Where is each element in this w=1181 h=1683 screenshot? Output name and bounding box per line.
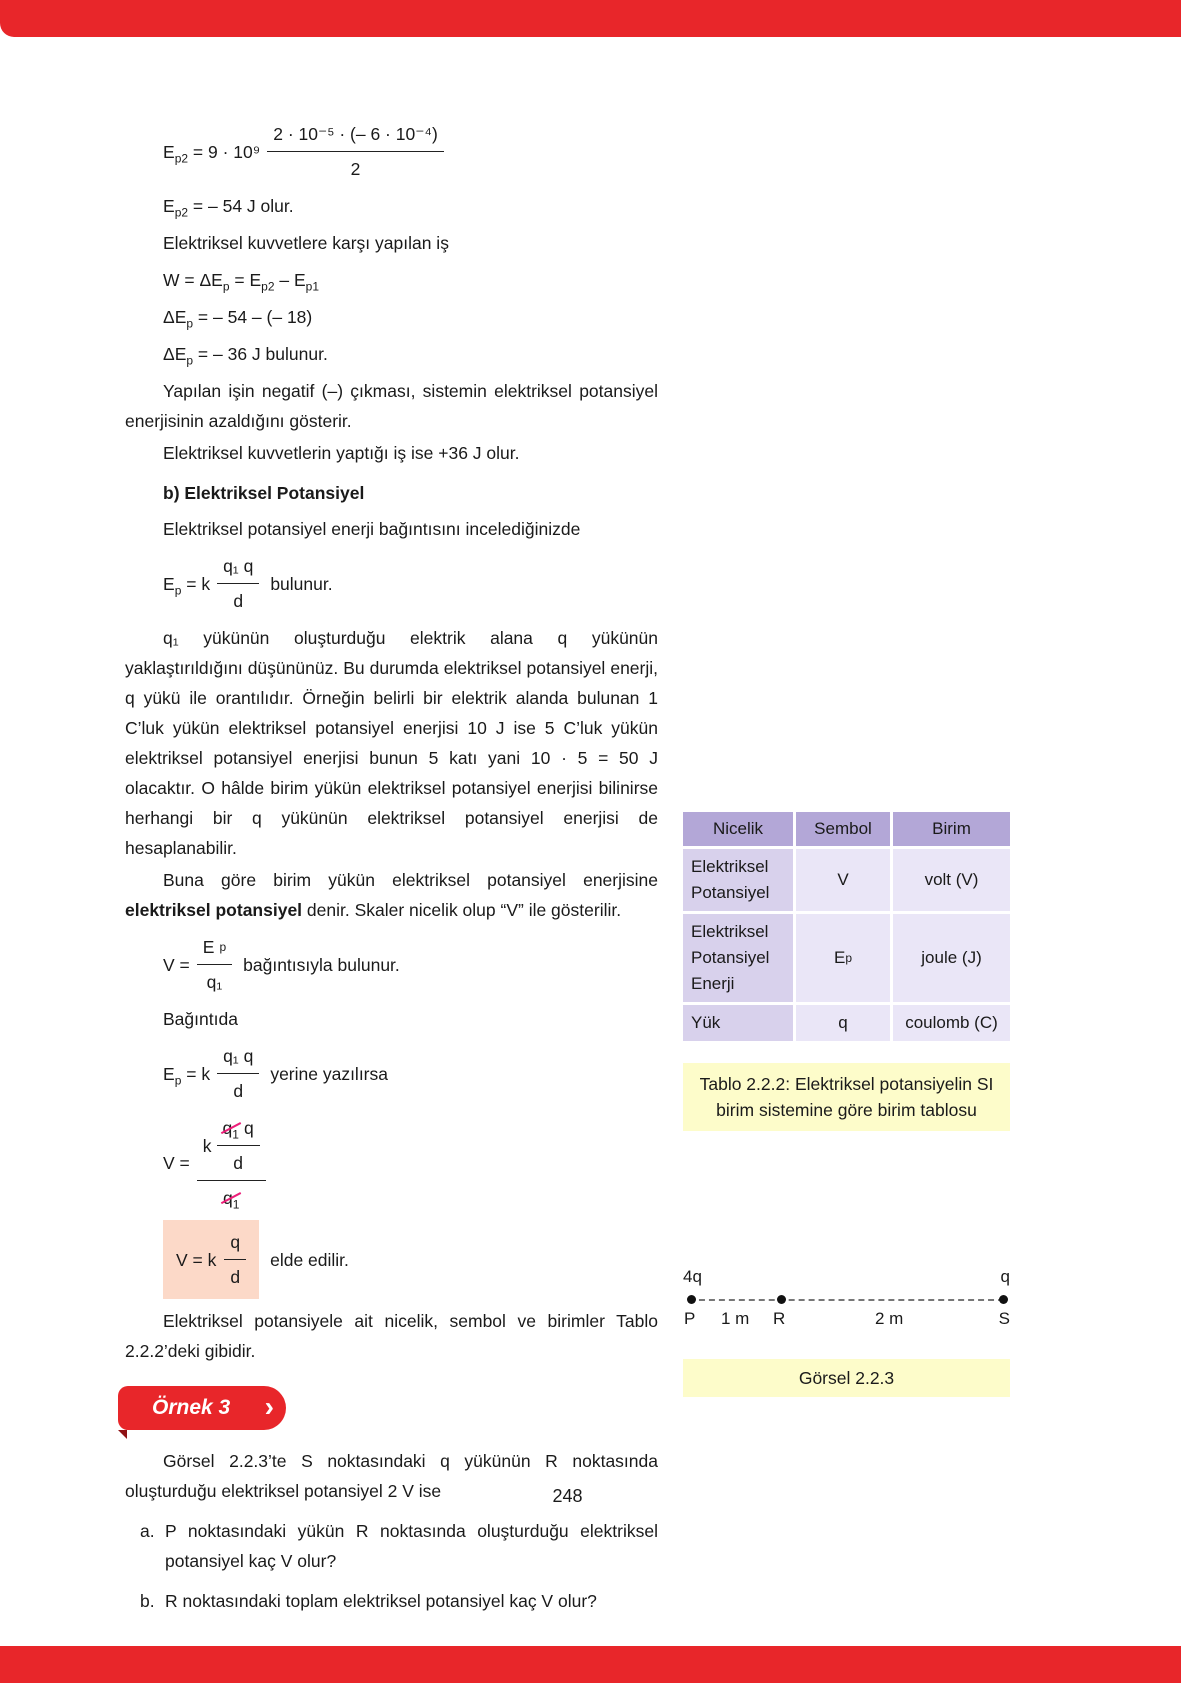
formula-text: $W = \Delta E_p = E_{p2} - E_{p1}$	[163, 270, 319, 294]
charge-label-q: q	[1000, 1267, 1010, 1286]
chevron-right-icon: ›	[264, 1390, 274, 1422]
point-label-s: S	[998, 1309, 1010, 1328]
point-dot-s	[999, 1295, 1008, 1304]
item-marker: b.	[140, 1591, 155, 1611]
bottom-red-bar	[0, 1646, 1181, 1683]
formula-ep-relation: $E_p = k$ $\frac{\text{q₁ q}}{d}$ bulunur.	[163, 551, 658, 616]
line-examine-relation: Elektriksel potansiyel enerji bağıntısını incelediğinizde	[163, 519, 581, 539]
example-item-a: a. P noktasındaki yükün R noktasında oluşturduğu elektriksel potansiyel kaç V olur?	[125, 1516, 658, 1576]
table-cell-symbol: E p	[796, 914, 890, 1002]
table-cell-name: Elektriksel Potansiyel	[683, 849, 793, 911]
para-negative-work: Yapılan işin negatif (–) çıkması, sistemin elektriksel potansiyel enerjisinin azaldığını gösterir.	[125, 381, 658, 431]
para-example-intro: Görsel 2.2.3’te S noktasındaki q yükünün R noktasında oluşturduğu elektriksel potansiyel 2 V ise	[125, 1451, 658, 1501]
formula-ep-substitute: $E_p = k$ $\frac{\text{q₁ q}}{d}$ yerine yazılırsa	[163, 1041, 658, 1106]
point-label-p: P	[684, 1309, 696, 1328]
main-text-column	[125, 112, 658, 1616]
distance-label-pr: 1 m	[721, 1309, 750, 1328]
formula-lhs: $E_p = k$	[163, 1063, 211, 1087]
example-label: Örnek 3	[152, 1396, 231, 1419]
para-table-reference: Elektriksel potansiyele ait nicelik, sembol ve birimler Tablo 2.2.2’deki gibidir.	[125, 1311, 658, 1361]
formula-delta-ep-step	[163, 302, 658, 332]
formula-lhs: $E_p = k$	[163, 573, 211, 597]
para-proportionality: q₁ yükünün oluşturduğu elektrik alana q yükünün yaklaştırıldığını düşününüz. Bu durumda elektriksel potansiyel enerji, q yükü ile orantılıdır. Örneğin belirli bir elektrik alanda bulunan 1 C’luk yükün elektriksel potansiyel enerjisi 10 J ise 5 C’luk yükün elektriksel potansiyel enerjisi bunun 5 katı yani 10 · 5 = 50 J olacaktır. O hâlde birim yükün elektriksel potansiyel enerjisi bilinirse herhangi bir q yükünün elektriksel potansiyel enerjisi de hesaplanabilir.	[125, 628, 658, 858]
cancelled-q1: $q_1$	[223, 1113, 239, 1143]
units-table	[683, 812, 1010, 1041]
table-cell-symbol: q	[796, 1005, 890, 1041]
page-number: 248	[552, 1486, 583, 1506]
example-3-ribbon	[118, 1386, 286, 1430]
cancelled-q1: $q_1$	[223, 1183, 239, 1213]
point-dot-p	[687, 1295, 696, 1304]
formula-potential-definition: V = E p q₁ bağıntısıyla bulunur.	[163, 932, 658, 997]
table-header-sembol: Sembol	[796, 812, 890, 846]
line-positive-work: Elektriksel kuvvetlerin yaptığı iş ise +36 J olur.	[163, 443, 520, 463]
figure-caption: Görsel 2.2.3	[683, 1359, 1010, 1397]
formula-text: $E_{p2}$ = – 54 J olur.	[163, 196, 294, 220]
fraction: E p q₁	[197, 932, 232, 997]
formula-work-delta	[163, 265, 658, 295]
formula-ep2-result	[163, 191, 658, 221]
top-red-bar	[0, 0, 1181, 37]
dashed-line	[689, 1299, 1004, 1301]
item-marker: a.	[140, 1521, 155, 1541]
table-header-birim: Birim	[893, 812, 1010, 846]
table-cell-unit: coulomb (C)	[893, 1005, 1010, 1041]
table-cell-symbol: V	[796, 849, 890, 911]
heading-electric-potential: b) Elektriksel Potansiyel	[163, 483, 365, 503]
sidebar-column	[683, 812, 1010, 1397]
formula-cancellation: V = k $q_1$ q d $q_1$	[163, 1113, 658, 1213]
fraction: $\frac{q}{d}$	[224, 1227, 246, 1292]
formula-delta-ep-result	[163, 339, 658, 369]
distance-label-rs: 2 m	[875, 1309, 904, 1328]
fraction: $\frac{\text{2 · 10⁻⁵ · (– 6 · 10⁻⁴)}}{2}$	[267, 119, 444, 184]
line-baginti: Bağıntıda	[163, 1009, 238, 1029]
point-dot-r	[777, 1295, 786, 1304]
fraction: $\frac{\text{q₁ q}}{d}$	[217, 551, 259, 616]
formula-text: $\Delta E_p$ = – 36 J bulunur.	[163, 344, 328, 368]
table-cell-name: Elektriksel Potansiyel Enerji	[683, 914, 793, 1002]
formula-final-result: V = k $\frac{q}{d}$ elde edilir.	[163, 1220, 658, 1299]
outer-fraction: k $q_1$ q d $q_1$	[197, 1113, 266, 1213]
table-cell-unit: joule (J)	[893, 914, 1010, 1002]
formula-lhs: $E_{p2} = 9 \cdot 10^9$	[163, 141, 261, 165]
figure-2-2-3-diagram	[683, 1267, 1010, 1345]
table-cell-name: Yük	[683, 1005, 793, 1041]
table-header-nicelik: Nicelik	[683, 812, 793, 846]
point-label-r: R	[773, 1309, 786, 1328]
example-item-b: b. R noktasındaki toplam elektriksel potansiyel kaç V olur?	[125, 1586, 658, 1616]
bold-term: elektriksel potansiyel	[125, 900, 303, 920]
fraction: $\frac{\text{q₁ q}}{d}$	[217, 1041, 259, 1106]
table-cell-unit: volt (V)	[893, 849, 1010, 911]
formula-text: $\Delta E_p$ = – 54 – (– 18)	[163, 307, 313, 331]
line-work-against-forces: Elektriksel kuvvetlere karşı yapılan iş	[163, 233, 449, 253]
table-caption: Tablo 2.2.2: Elektriksel potansiyelin SI birim sistemine göre birim tablosu	[683, 1063, 1010, 1131]
formula-ep2-calculation	[163, 119, 658, 184]
highlighted-result-box: V = k $\frac{q}{d}$	[163, 1220, 259, 1299]
para-definition: Buna göre birim yükün elektriksel potansiyel enerjisine elektriksel potansiyel denir. Skaler nicelik olup “V” ile gösterilir.	[125, 870, 658, 920]
charge-label-4q: 4q	[683, 1267, 702, 1286]
inner-fraction: $q_1$ q d	[217, 1113, 260, 1178]
